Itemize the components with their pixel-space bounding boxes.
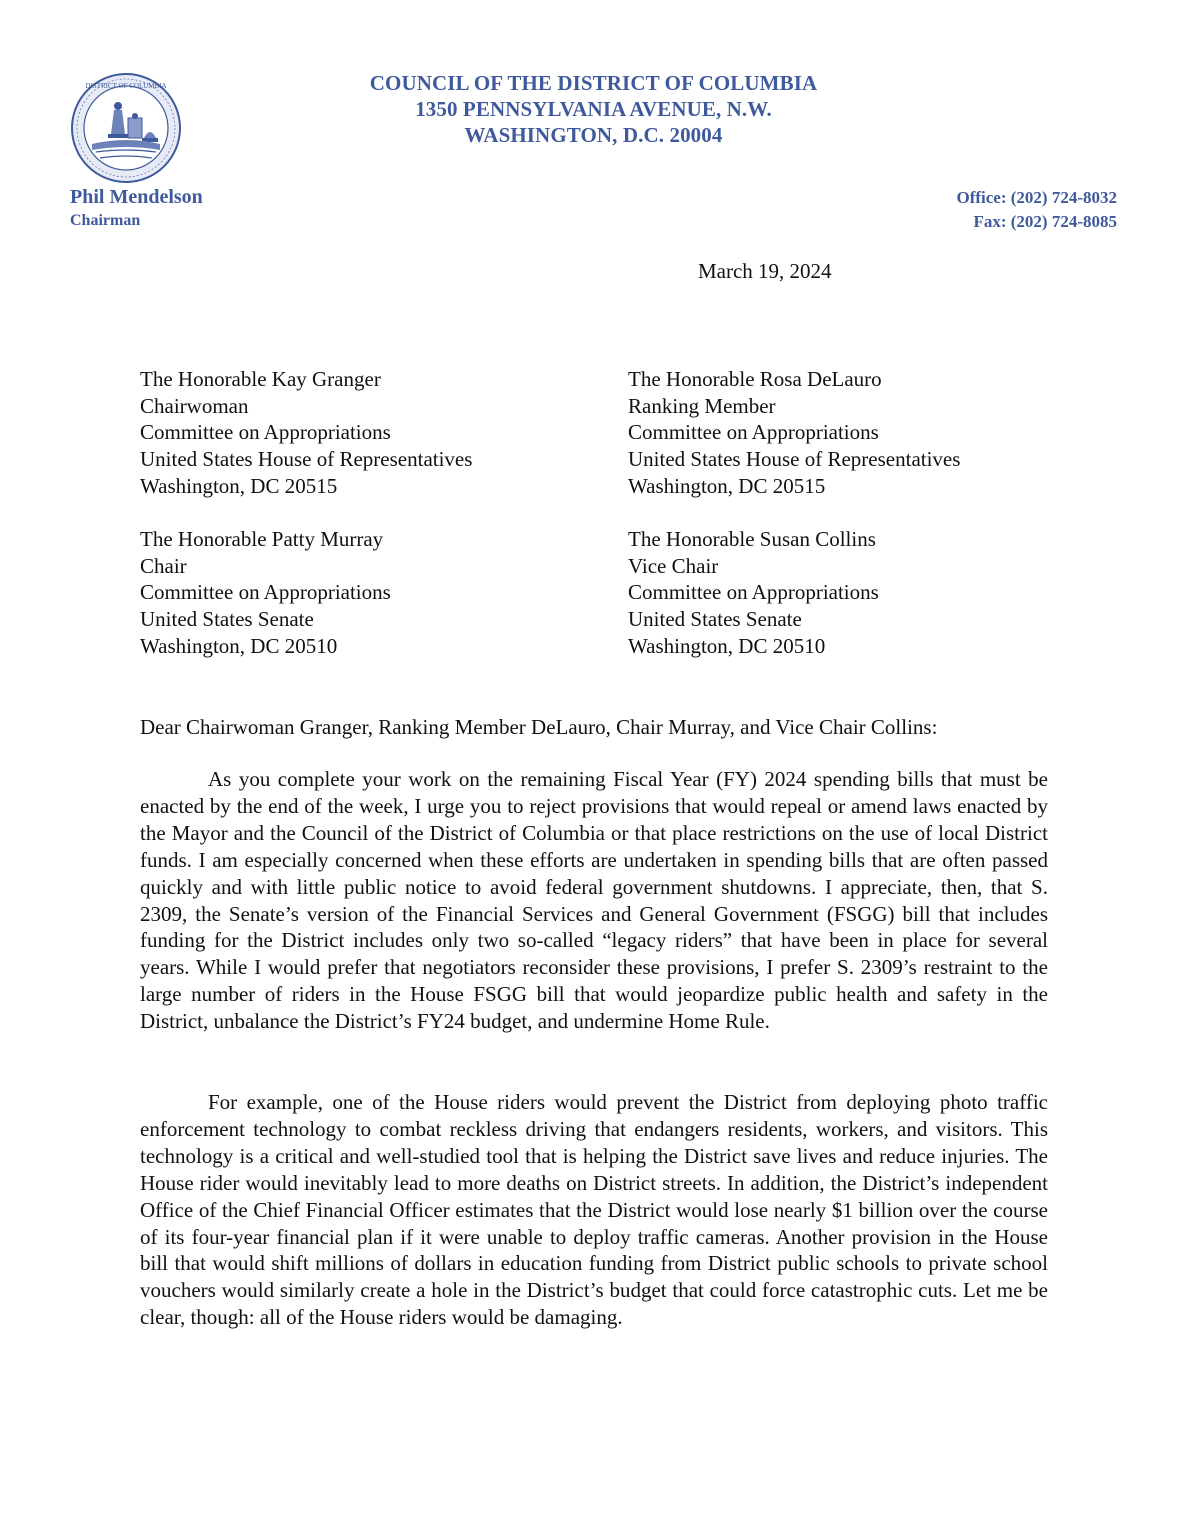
address-line: United States House of Representatives	[140, 447, 473, 472]
recipient-address-collins	[628, 526, 879, 660]
address-line: Chair	[140, 553, 187, 578]
body-paragraph: For example, one of the House riders would prevent the District from deploying photo traffic enforcement technology to combat reckless driving that endangers residents, workers, and visitors. This technology is a critical and well-studied tool that is helping the District save lives and reduce injuries. The House rider would inevitably lead to more deaths on District streets. In addition, the District’s independent Office of the Chief Financial Officer estimates that the District would lose nearly $1 billion over the course of its four-year financial plan if it were unable to deploy traffic cameras. Another provision in the House bill that would shift millions of dollars in education funding from District public schools to private school vouchers would similarly create a hole in the District’s budget that could force catastrophic cuts. Let me be clear, though: all of the House riders would be damaging.	[140, 1090, 1048, 1330]
address-line: United States House of Representatives	[628, 447, 961, 472]
address-line: The Honorable Patty Murray	[140, 527, 384, 551]
address-line: Chairwoman	[140, 393, 249, 418]
address-line: Committee on Appropriations	[140, 580, 391, 605]
letterhead-city: WASHINGTON, D.C. 20004	[464, 123, 723, 147]
sender-title: Chairman	[70, 212, 141, 229]
address-line: Committee on Appropriations	[628, 580, 879, 605]
address-line: Washington, DC 20510	[140, 633, 338, 658]
office-phone: Office: (202) 724-8032	[956, 188, 1117, 207]
address-line: The Honorable Susan Collins	[628, 527, 876, 551]
address-line: Washington, DC 20510	[628, 633, 826, 658]
address-line: Committee on Appropriations	[140, 420, 391, 445]
address-line: The Honorable Rosa DeLauro	[628, 367, 882, 391]
letterhead	[0, 70, 1187, 148]
address-line: Washington, DC 20515	[140, 473, 338, 498]
address-line: The Honorable Kay Granger	[140, 367, 381, 391]
address-line: United States Senate	[140, 607, 314, 632]
address-line: Washington, DC 20515	[628, 473, 826, 498]
letterhead-organization: COUNCIL OF THE DISTRICT OF COLUMBIA	[369, 71, 818, 95]
recipient-address-murray	[140, 526, 391, 660]
sender-name: Phil Mendelson	[70, 186, 203, 208]
address-line: Vice Chair	[628, 553, 719, 578]
contact-block	[956, 186, 1117, 234]
sender-block	[70, 185, 203, 233]
body-paragraph: As you complete your work on the remaining Fiscal Year (FY) 2024 spending bills that must be enacted by the end of the week, I urge you to reject provisions that would repeal or amend laws enacted by the Mayor and the Council of the District of Columbia or that place restrictions on the use of local District funds. I am especially concerned when these efforts are undertaken in spending bills that are often passed quickly and with little public notice to avoid federal government shutdowns. I appreciate, then, that S. 2309, the Senate’s version of the Financial Services and General Government (FSGG) bill that includes funding for the District includes only two so-called “legacy riders” that have been in place for several years. While I would prefer that negotiators reconsider these provisions, I prefer S. 2309’s restraint to the large number of riders in the House FSGG bill that would jeopardize public health and safety in the District, unbalance the District’s FY24 budget, and undermine Home Rule.	[140, 767, 1048, 1034]
recipient-address-delauro	[628, 366, 960, 500]
letter-date: March 19, 2024	[698, 259, 832, 283]
salutation: Dear Chairwoman Granger, Ranking Member DeLauro, Chair Murray, and Vice Chair Collins:	[140, 715, 938, 739]
fax-number: Fax: (202) 724-8085	[973, 212, 1117, 231]
letterhead-street-address: 1350 PENNSYLVANIA AVENUE, N.W.	[415, 97, 772, 121]
address-line: Committee on Appropriations	[628, 420, 879, 445]
address-line: United States Senate	[628, 607, 802, 632]
recipient-address-granger	[140, 366, 472, 500]
seal-text: DISTRICT OF COLUMBIA	[85, 82, 167, 90]
address-line: Ranking Member	[628, 393, 776, 418]
